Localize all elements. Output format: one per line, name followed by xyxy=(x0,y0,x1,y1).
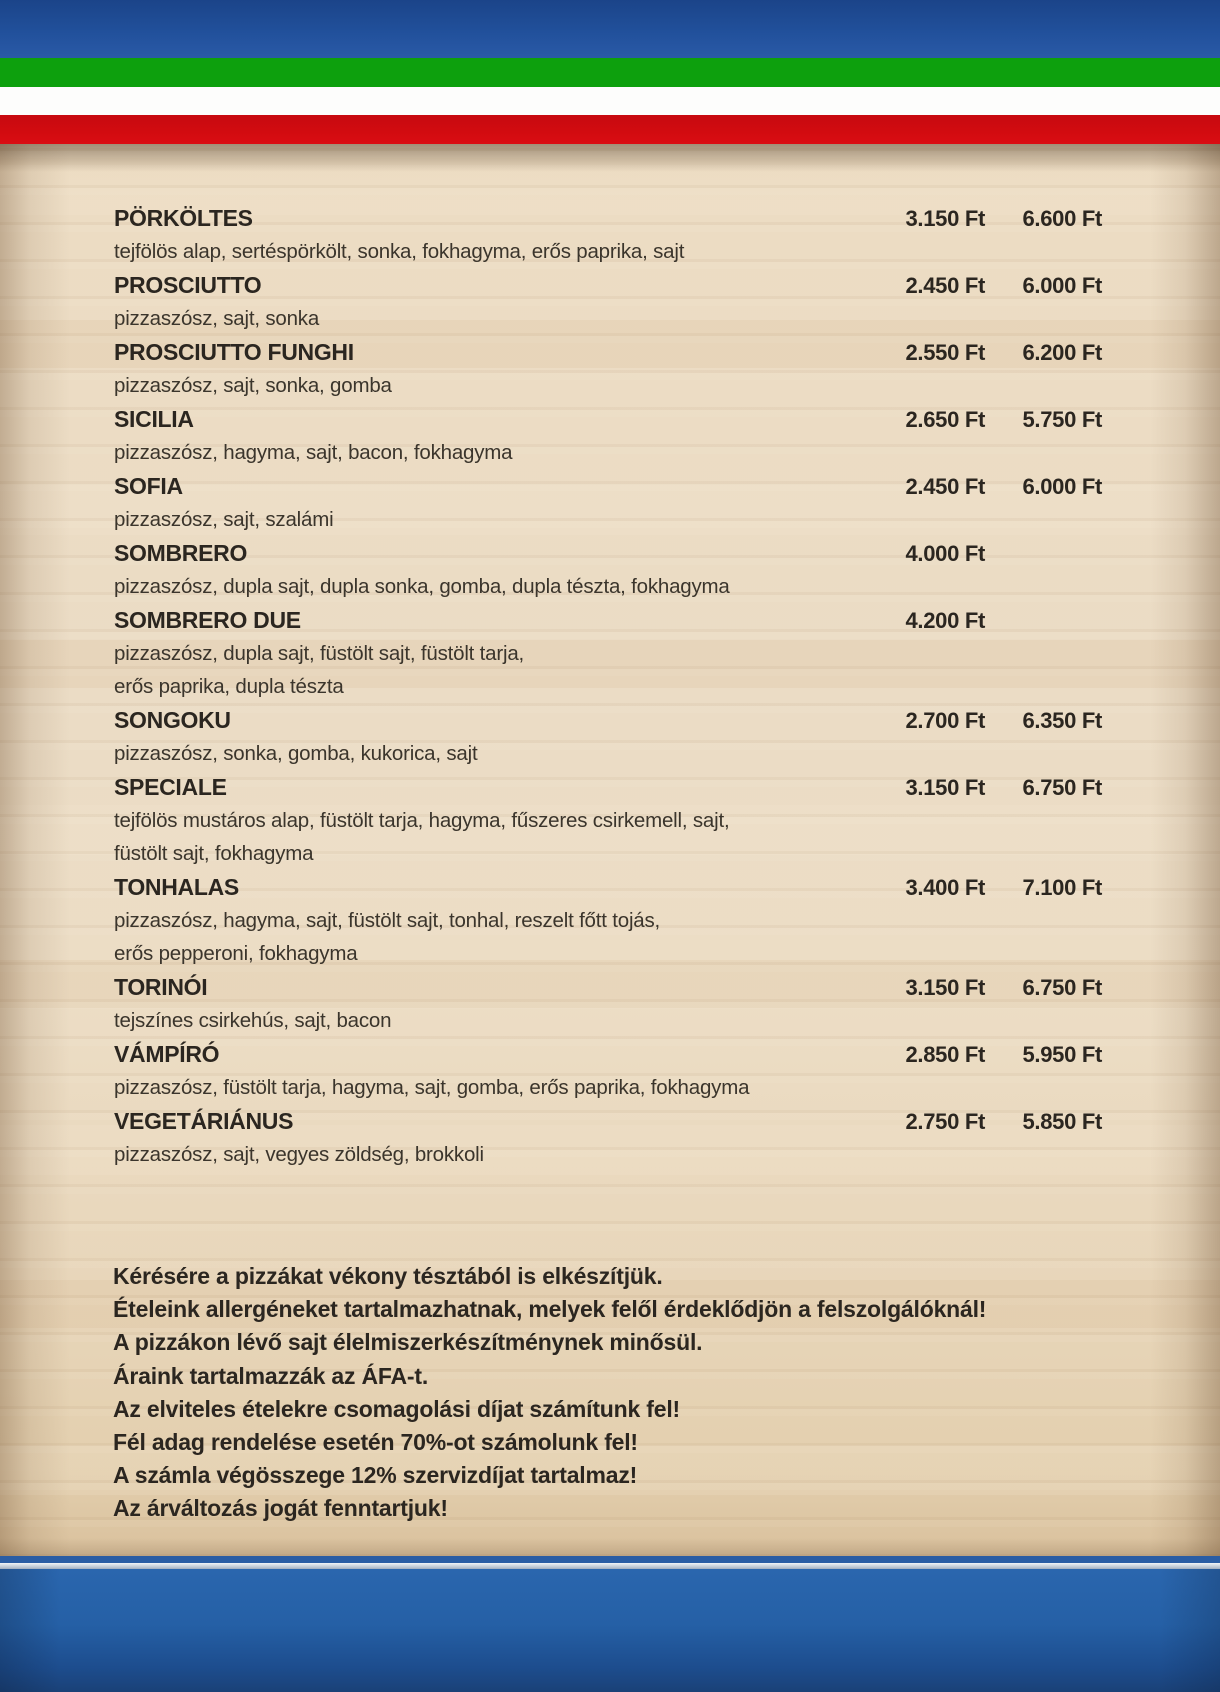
item-description-line: füstölt sajt, fokhagyma xyxy=(114,842,314,865)
item-name: SICILIA xyxy=(114,406,194,432)
item-description xyxy=(114,503,1102,536)
item-price-large: 6.000 Ft xyxy=(1022,273,1102,298)
note-line: A pizzákon lévő sajt élelmiszerkészítménynek minősül. xyxy=(113,1329,703,1356)
item-description-line: pizzaszósz, sajt, sonka, gomba xyxy=(114,374,392,397)
item-name: SOMBRERO DUE xyxy=(114,607,301,633)
banner-stripe-green xyxy=(0,58,1220,87)
banner-shadow xyxy=(0,144,1220,172)
item-name: SONGOKU xyxy=(114,707,231,733)
item-price-small: 2.650 Ft xyxy=(905,407,985,432)
item-description xyxy=(114,637,1102,703)
item-description-line: erős paprika, dupla tészta xyxy=(114,675,344,698)
item-price-small: 3.150 Ft xyxy=(905,775,985,800)
menu-item-head xyxy=(114,971,1102,1004)
menu-item xyxy=(114,202,1102,268)
banner-stripe-white xyxy=(0,87,1220,115)
menu-item-head xyxy=(114,470,1102,503)
menu-item-head xyxy=(114,537,1102,570)
item-name: VÁMPÍRÓ xyxy=(114,1041,220,1067)
menu-item xyxy=(114,470,1102,536)
item-description xyxy=(114,737,1102,770)
item-name: PÖRKÖLTES xyxy=(114,205,253,231)
item-description xyxy=(114,1004,1102,1037)
menu-item xyxy=(114,971,1102,1037)
item-description-line: pizzaszósz, sajt, sonka xyxy=(114,307,320,330)
menu-item-head xyxy=(114,771,1102,804)
menu-item-head xyxy=(114,336,1102,369)
menu-item xyxy=(114,403,1102,469)
banner-stripe-blue xyxy=(0,0,1220,58)
note-line: Ételeink allergéneket tartalmazhatnak, melyek felől érdeklődjön a felszolgálóknál! xyxy=(113,1296,987,1323)
item-name: TONHALAS xyxy=(114,874,239,900)
item-name: PROSCIUTTO FUNGHI xyxy=(114,339,354,365)
note-line: Az elviteles ételekre csomagolási díjat számítunk fel! xyxy=(113,1395,680,1422)
note-line: Kérésére a pizzákat vékony tésztából is elkészítjük. xyxy=(113,1263,663,1289)
item-description-line: pizzaszósz, sajt, szalámi xyxy=(114,508,334,531)
note-line: Az árváltozás jogát fenntartjuk! xyxy=(113,1495,448,1522)
menu-item-head xyxy=(114,1105,1102,1138)
menu-item xyxy=(114,336,1102,402)
menu-item xyxy=(114,771,1102,870)
notes-block xyxy=(113,1260,1123,1526)
item-description-line: tejfölös alap, sertéspörkölt, sonka, fokhagyma, erős paprika, sajt xyxy=(114,240,685,263)
menu-item xyxy=(114,537,1102,603)
item-price-small: 2.850 Ft xyxy=(905,1042,985,1067)
item-price-large: 6.000 Ft xyxy=(1022,474,1102,499)
menu-item xyxy=(114,269,1102,335)
item-name: TORINÓI xyxy=(114,974,208,1000)
menu-item-head xyxy=(114,202,1102,235)
item-description xyxy=(114,904,1102,970)
item-description xyxy=(114,1071,1102,1104)
menu-item-head xyxy=(114,871,1102,904)
menu-item xyxy=(114,1038,1102,1104)
item-description-line: pizzaszósz, hagyma, sajt, füstölt sajt, tonhal, reszelt főtt tojás, xyxy=(114,909,661,932)
item-price-small: 4.200 Ft xyxy=(905,608,985,633)
item-description-line: erős pepperoni, fokhagyma xyxy=(114,942,358,965)
item-price-small: 2.450 Ft xyxy=(905,273,985,298)
item-price-small: 4.000 Ft xyxy=(905,541,985,566)
item-description xyxy=(114,436,1102,469)
item-description xyxy=(114,369,1102,402)
item-price-small: 2.700 Ft xyxy=(905,708,985,733)
menu-item-head xyxy=(114,403,1102,436)
item-price-small: 3.400 Ft xyxy=(905,875,985,900)
item-price-large: 7.100 Ft xyxy=(1022,875,1102,900)
item-price-large: 6.600 Ft xyxy=(1022,206,1102,231)
item-price-small: 3.150 Ft xyxy=(905,975,985,1000)
item-description xyxy=(114,1138,1102,1171)
menu-list xyxy=(114,202,1102,1172)
item-description xyxy=(114,804,1102,870)
item-name: SOFIA xyxy=(114,473,183,499)
item-price-small: 2.750 Ft xyxy=(905,1109,985,1134)
item-description-line: tejfölös mustáros alap, füstölt tarja, hagyma, fűszeres csirkemell, sajt, xyxy=(114,809,730,832)
item-description-line: pizzaszósz, hagyma, sajt, bacon, fokhagyma xyxy=(114,441,513,464)
item-name: PROSCIUTTO xyxy=(114,272,262,298)
item-price-large: 5.850 Ft xyxy=(1022,1109,1102,1134)
note-line: Áraink tartalmazzák az ÁFA-t. xyxy=(113,1362,429,1389)
menu-item xyxy=(114,871,1102,970)
banner-stripe-red xyxy=(0,115,1220,144)
menu-item-head xyxy=(114,704,1102,737)
item-description xyxy=(114,302,1102,335)
item-price-large: 6.350 Ft xyxy=(1022,708,1102,733)
bottom-banner-top-line xyxy=(0,1556,1220,1563)
menu-item-head xyxy=(114,269,1102,302)
item-description-line: pizzaszósz, dupla sajt, dupla sonka, gomba, dupla tészta, fokhagyma xyxy=(114,575,730,598)
item-description xyxy=(114,570,1102,603)
menu-item-head xyxy=(114,1038,1102,1071)
item-price-small: 2.450 Ft xyxy=(905,474,985,499)
bottom-banner-blue-block xyxy=(0,1569,1220,1692)
item-description-line: pizzaszósz, dupla sajt, füstölt sajt, füstölt tarja, xyxy=(114,642,525,665)
bottom-banner xyxy=(0,1556,1220,1692)
item-price-large: 5.950 Ft xyxy=(1022,1042,1102,1067)
item-description xyxy=(114,235,1102,268)
bottom-banner-shadow xyxy=(0,1538,1220,1556)
note-line: Fél adag rendelése esetén 70%-ot számolunk fel! xyxy=(113,1429,638,1456)
item-price-small: 2.550 Ft xyxy=(905,340,985,365)
item-description-line: pizzaszósz, sajt, vegyes zöldség, brokkoli xyxy=(114,1143,484,1166)
item-description-line: tejszínes csirkehús, sajt, bacon xyxy=(114,1009,392,1032)
menu-item xyxy=(114,704,1102,770)
item-price-large: 5.750 Ft xyxy=(1022,407,1102,432)
item-name: SOMBRERO xyxy=(114,540,248,566)
item-name: SPECIALE xyxy=(114,774,227,800)
item-price-large: 6.200 Ft xyxy=(1022,340,1102,365)
menu-item xyxy=(114,1105,1102,1171)
item-name: VEGETÁRIÁNUS xyxy=(114,1108,294,1134)
item-price-large: 6.750 Ft xyxy=(1022,775,1102,800)
item-price-large: 6.750 Ft xyxy=(1022,975,1102,1000)
item-price-small: 3.150 Ft xyxy=(905,206,985,231)
menu-item-head xyxy=(114,604,1102,637)
note-line: A számla végösszege 12% szervizdíjat tartalmaz! xyxy=(113,1462,638,1489)
menu-item xyxy=(114,604,1102,703)
item-description-line: pizzaszósz, füstölt tarja, hagyma, sajt, gomba, erős paprika, fokhagyma xyxy=(114,1076,750,1099)
item-description-line: pizzaszósz, sonka, gomba, kukorica, sajt xyxy=(114,742,478,765)
